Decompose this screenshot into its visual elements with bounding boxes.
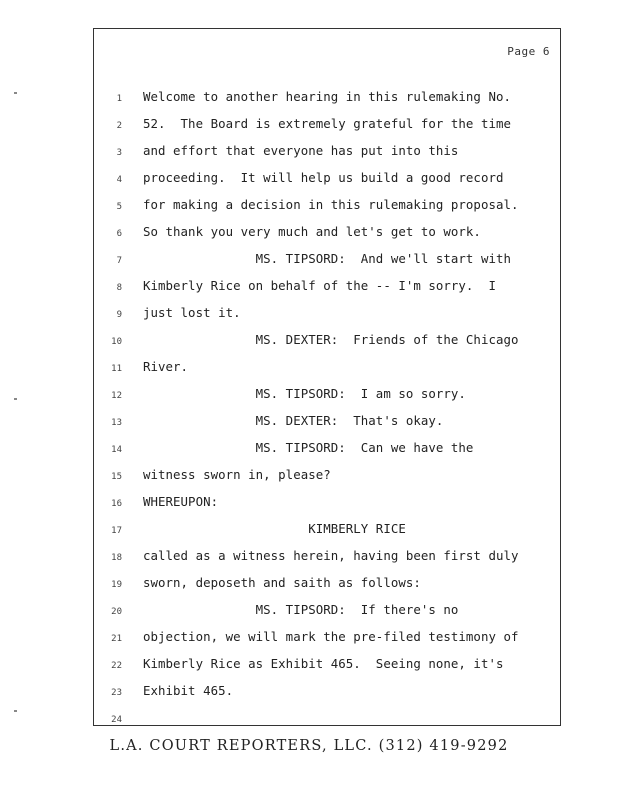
transcript-line (94, 656, 562, 683)
line-text: 52. The Board is extremely grateful for the time (143, 116, 511, 131)
line-text: MS. TIPSORD: If there's no (143, 602, 459, 617)
transcript-line (94, 710, 562, 737)
transcript-line (94, 224, 562, 251)
court-reporter-footer: L.A. COURT REPORTERS, LLC. (312) 419-9292 (109, 738, 509, 754)
line-text: River. (143, 359, 189, 374)
scan-artifact (14, 398, 17, 400)
line-number: 3 (116, 148, 122, 158)
line-number: 16 (111, 499, 122, 509)
line-text: So thank you very much and let's get to work. (143, 224, 481, 239)
line-text: witness sworn in, please? (143, 467, 331, 482)
page-number: Page 6 (507, 45, 550, 58)
transcript-line (94, 143, 562, 170)
transcript-line (94, 386, 562, 413)
line-number: 24 (111, 715, 122, 725)
line-text: Kimberly Rice on behalf of the -- I'm sorry. I (143, 278, 496, 293)
line-text: objection, we will mark the pre-filed testimony of (143, 629, 519, 644)
line-text: MS. TIPSORD: And we'll start with (143, 251, 511, 266)
line-number: 17 (111, 526, 122, 536)
line-number: 6 (116, 229, 122, 239)
transcript-line (94, 278, 562, 305)
transcript-line (94, 683, 562, 710)
transcript-line (94, 494, 562, 521)
transcript-line (94, 575, 562, 602)
line-text: MS. DEXTER: Friends of the Chicago (143, 332, 519, 347)
transcript-line (94, 305, 562, 332)
transcript-line (94, 413, 562, 440)
line-number: 1 (116, 94, 122, 104)
line-number: 13 (111, 418, 122, 428)
line-number: 10 (111, 337, 122, 347)
line-number: 19 (111, 580, 122, 590)
line-number: 7 (116, 256, 122, 266)
line-number: 23 (111, 688, 122, 698)
line-text: KIMBERLY RICE (143, 521, 406, 536)
line-number: 14 (111, 445, 122, 455)
line-text: MS. TIPSORD: Can we have the (143, 440, 474, 455)
line-text: MS. DEXTER: That's okay. (143, 413, 444, 428)
line-text: Welcome to another hearing in this rulemaking No. (143, 89, 511, 104)
scan-artifact (14, 92, 17, 94)
transcript-line (94, 251, 562, 278)
scan-artifact (14, 710, 17, 712)
line-number: 11 (111, 364, 122, 374)
line-number: 12 (111, 391, 122, 401)
line-number: 9 (116, 310, 122, 320)
line-text: Exhibit 465. (143, 683, 234, 698)
line-text: WHEREUPON: (143, 494, 219, 509)
transcript-page (93, 28, 561, 726)
line-number: 22 (111, 661, 122, 671)
transcript-line (94, 116, 562, 143)
line-text: sworn, deposeth and saith as follows: (143, 575, 421, 590)
line-number: 20 (111, 607, 122, 617)
line-number: 2 (116, 121, 122, 131)
line-text: proceeding. It will help us build a good record (143, 170, 504, 185)
line-text: Kimberly Rice as Exhibit 465. Seeing none, it's (143, 656, 504, 671)
transcript-line (94, 197, 562, 224)
line-text: for making a decision in this rulemaking proposal. (143, 197, 519, 212)
line-number: 21 (111, 634, 122, 644)
line-number: 15 (111, 472, 122, 482)
line-number: 4 (116, 175, 122, 185)
transcript-line (94, 629, 562, 656)
transcript-line (94, 359, 562, 386)
line-number: 18 (111, 553, 122, 563)
line-text: and effort that everyone has put into this (143, 143, 459, 158)
transcript-line (94, 602, 562, 629)
line-text: called as a witness herein, having been first duly (143, 548, 519, 563)
transcript-line (94, 440, 562, 467)
transcript-line (94, 89, 562, 116)
line-number: 8 (116, 283, 122, 293)
line-number: 5 (116, 202, 122, 212)
transcript-line (94, 467, 562, 494)
line-text: just lost it. (143, 305, 241, 320)
line-text: MS. TIPSORD: I am so sorry. (143, 386, 466, 401)
transcript-line (94, 521, 562, 548)
transcript-line (94, 332, 562, 359)
transcript-line (94, 170, 562, 197)
transcript-line (94, 548, 562, 575)
